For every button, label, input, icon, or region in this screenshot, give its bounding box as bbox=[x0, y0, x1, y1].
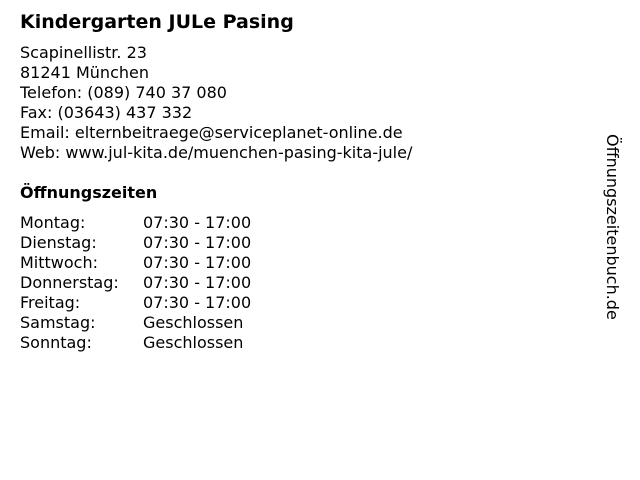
hours-row-tuesday bbox=[20, 233, 251, 253]
time-value: 07:30 - 17:00 bbox=[143, 233, 252, 252]
website-address: Web: www.jul-kita.de/muenchen-pasing-kita-jule/ bbox=[20, 143, 413, 162]
opening-hours-heading: Öffnungszeiten bbox=[20, 183, 158, 202]
brand-watermark: Öffnungszeitenbuch.de bbox=[603, 134, 622, 320]
day-label: Samstag: bbox=[20, 313, 96, 332]
time-value: Geschlossen bbox=[143, 333, 244, 352]
hours-row-thursday bbox=[20, 273, 251, 293]
hours-row-saturday bbox=[20, 313, 251, 333]
address-street: Scapinellistr. 23 bbox=[20, 43, 147, 62]
day-label: Mittwoch: bbox=[20, 253, 98, 272]
opening-hours-table bbox=[20, 213, 251, 353]
hours-row-sunday bbox=[20, 333, 251, 353]
day-label: Sonntag: bbox=[20, 333, 92, 352]
day-label: Donnerstag: bbox=[20, 273, 119, 292]
time-value: 07:30 - 17:00 bbox=[143, 293, 252, 312]
time-value: 07:30 - 17:00 bbox=[143, 213, 252, 232]
email-address: Email: elternbeitraege@serviceplanet-online.de bbox=[20, 123, 403, 142]
time-value: 07:30 - 17:00 bbox=[143, 253, 252, 272]
listing-title: Kindergarten JULe Pasing bbox=[20, 11, 294, 33]
time-value: 07:30 - 17:00 bbox=[143, 273, 252, 292]
day-label: Freitag: bbox=[20, 293, 81, 312]
address-city: 81241 München bbox=[20, 63, 149, 82]
fax-number: Fax: (03643) 437 332 bbox=[20, 103, 193, 122]
hours-row-wednesday bbox=[20, 253, 251, 273]
phone-number: Telefon: (089) 740 37 080 bbox=[20, 83, 227, 102]
time-value: Geschlossen bbox=[143, 313, 244, 332]
day-label: Dienstag: bbox=[20, 233, 97, 252]
hours-row-monday bbox=[20, 213, 251, 233]
hours-row-friday bbox=[20, 293, 251, 313]
contact-block bbox=[20, 43, 412, 163]
day-label: Montag: bbox=[20, 213, 86, 232]
